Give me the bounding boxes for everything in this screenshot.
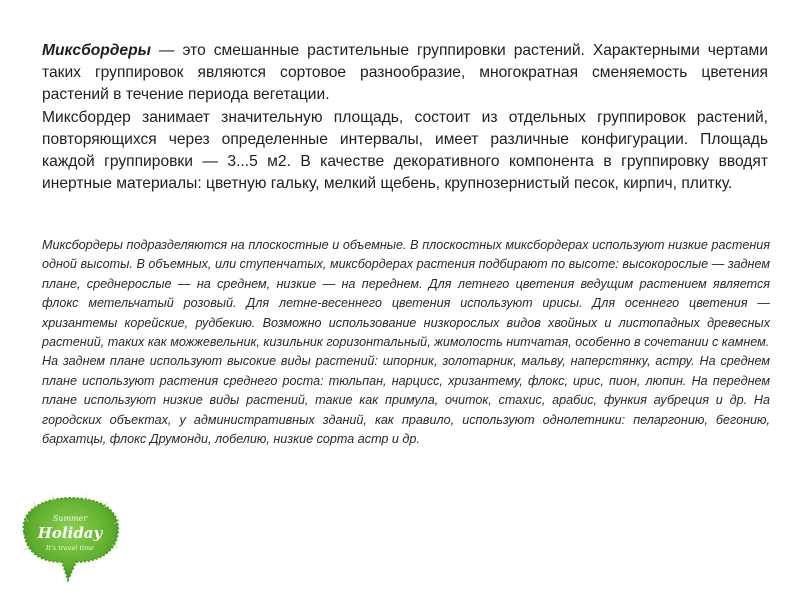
intro-paragraph-1-text: — это смешанные растительные группировки растений. Характерными чертами таких группировок являются сортовое разнообразие, многократная сменяемость цветения растений в течение периода вегетации.: [42, 42, 768, 104]
details-block: [42, 236, 770, 449]
intro-block: [42, 40, 768, 195]
term-mixborders: Миксбордеры: [42, 42, 151, 59]
details-paragraph-2: На заднем плане используют высокие виды растений: шпорник, золотарник, мальву, наперстянку, астру. На среднем плане используют растения среднего роста: тюльпан, нарцисс, хризантему, флокс, ирис, пион, люпин. На переднем плане используют низкие виды растений, такие как примула, очиток, стахис, арабис, функия аубреция и др. На городских объектах, у административных зданий, как правило, используют однолетники: пеларгонию, бегонию, бархатцы, флокс Друмонди, лобелию, низкие сорта астр и др.: [42, 354, 770, 447]
intro-paragraph-2: Миксбордер занимает значительную площадь, состоит из отдельных группировок растений, повторяющихся через определенные интервалы, имеет различные конфигурации. Площадь каждой группировки — 3...5 м2. В качестве декоративного компонента в группировку вводят инертные материалы: цветную гальку, мелкий щебень, крупнозернистый песок, кирпич, плитку.: [42, 108, 768, 193]
badge-top-text: Summer: [52, 514, 88, 523]
intro-paragraph-1: [42, 40, 768, 107]
badge-main-text: Holiday: [37, 524, 103, 542]
details-paragraph-1: Миксбордеры подразделяются на плоскостные и объемные. В плоскостных миксбордерах используют низкие растения одной высоты. В объемных, или ступенчатых, миксбордерах растения подбирают по высоте: высокорослые — заднем плане, среднерослые — на среднем, низкие — на переднем. Для летнего цветения ведущим растением является флокс метельчатый розовый. Для летне-весеннего цветения используют ирисы. Для осеннего цветения — хризантемы корейские, рудбекию. Возможно использование низкорослых видов хвойных и листопадных древесных растений, таких как можжевельник, кизильник горизонтальный, жимолость нитчатая, особенно в сочетании с камнем.: [42, 238, 770, 350]
holiday-badge-logo: [14, 492, 126, 586]
badge-sub-text: It's travel time: [45, 544, 95, 552]
